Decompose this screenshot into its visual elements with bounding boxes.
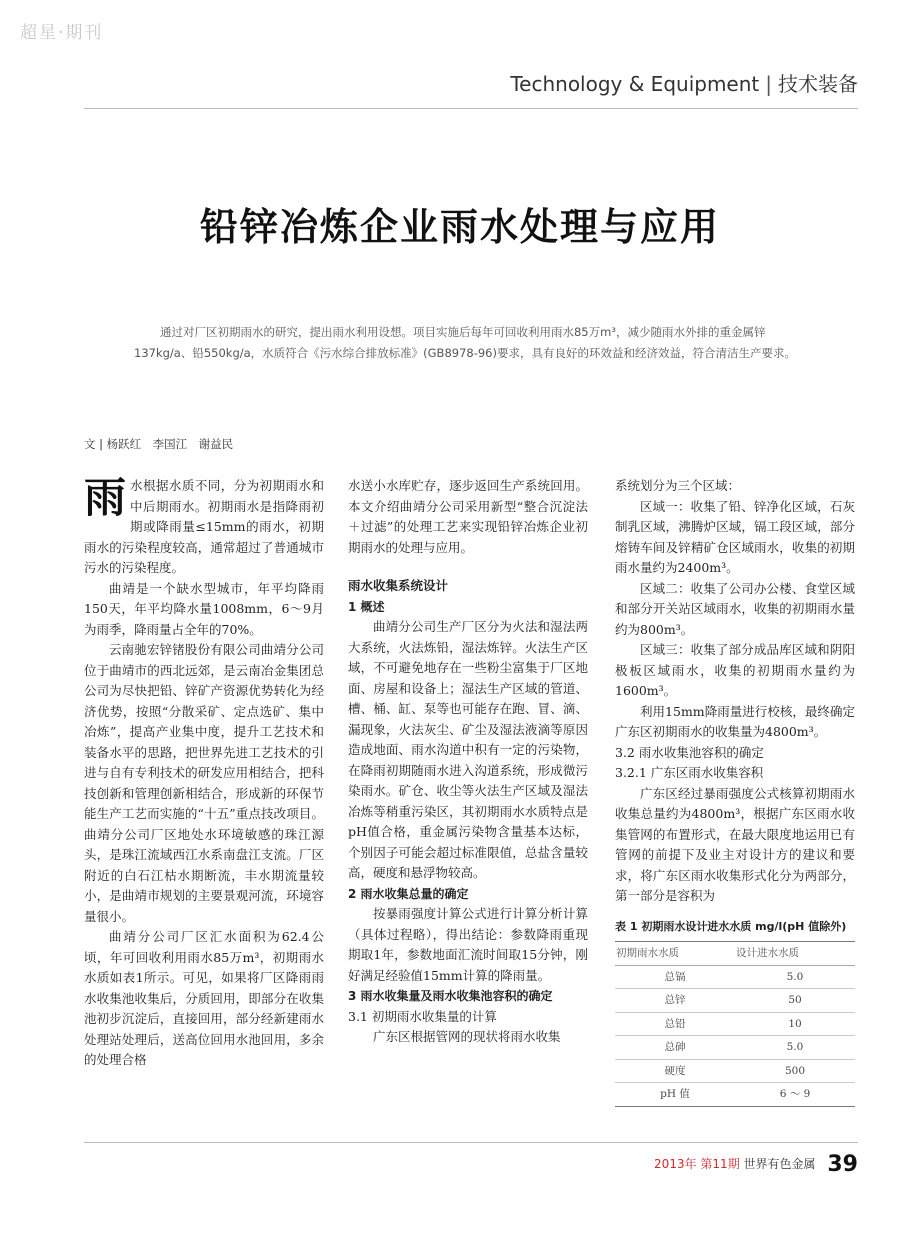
table-cell: 总铅 [615,1012,735,1036]
table-header: 设计进水水质 [735,942,855,966]
article-title: 铅锌冶炼企业雨水处理与应用 [199,204,720,249]
table-cell: 50 [735,989,855,1013]
footer-issue: 第11期 [700,1157,740,1171]
table-header-row [615,942,855,966]
table-cell: 总锌 [615,989,735,1013]
subsection-heading: 3 雨水收集量及雨水收集池容积的确定 [348,989,553,1003]
paragraph: 曲靖分公司厂区汇水面积为62.4公顷，年可回收利用雨水85万m³，初期雨水水质如表1所示。可见，如果将厂区降雨雨水收集池收集后，分质回用，即部分在收集池初步沉淀后，直接回用，部分经新建雨水处理站处理后，送高位回用水池回用，多余的处理合格 [84,929,324,1067]
paragraph: 广东区根据管网的现状将雨水收集 [373,1029,561,1044]
header-separator: | [765,72,772,96]
abstract: 通过对厂区初期雨水的研究，提出雨水利用设想。项目实施后每年可回收利用雨水85万m³，减少随雨水外排的重金属锌137kg/a、铅550kg/a，水质符合《污水综合排放标准》(GB8978-96)要求，具有良好的环效益和经济效益，符合清洁生产要求。 [134,325,796,360]
paragraph-text: 水根据水质不同，分为初期雨水和中后期雨水。初期雨水是指降雨初期或降雨量≤15mm的雨水，初期雨水的污染程度较高，通常超过了普通城市污水的污染程度。 [84,478,324,575]
table-cell: 硬度 [615,1059,735,1083]
footer-journal: 世界有色金属 [743,1157,816,1171]
section-header-en: Technology & Equipment [510,72,760,96]
section-header [510,68,858,97]
table-cell: pH 值 [615,1083,735,1107]
table-cell: 5.0 [735,1036,855,1060]
table-cell: 500 [735,1059,855,1083]
section-header-cn: 技术装备 [778,72,858,96]
column-3 [615,476,855,1107]
table-cell: 6 ～ 9 [735,1083,855,1107]
table-row [615,1059,855,1083]
table-cell: 10 [735,1012,855,1036]
paragraph: 广东区经过暴雨强度公式核算初期雨水收集总量约为4800m³，根据广东区雨水收集管网的布置形式，在最大限度地运用已有管网的前提下及业主对设计方的建议和要求，将广东区雨水收集形式化分为两部分，第一部分是容积为 [615,785,855,903]
paragraph: 按暴雨强度计算公式进行计算分析计算（具体过程略），得出结论：参数降雨重现期取1年，参数地面汇流时间取15分钟，刚好满足经验值15mm计算的降雨量。 [348,906,588,983]
table-row [615,989,855,1013]
paragraph [84,473,324,579]
table-cell: 总砷 [615,1036,735,1060]
table-row [615,1083,855,1107]
page-number: 39 [827,1152,858,1177]
table-row [615,965,855,989]
table-cell: 5.0 [735,965,855,989]
subsection-heading: 1 概述 [348,599,385,614]
footer-rule [84,1142,858,1143]
footer-year: 2013年 [654,1157,697,1171]
table-row [615,1012,855,1036]
paragraph: 水送小水库贮存，逐步返回生产系统回用。本文介绍曲靖分公司采用新型“整合沉淀法＋过滤”的处理工艺来实现铅锌冶炼企业初期雨水的处理与应用。 [348,478,588,555]
paragraph: 曲靖分公司生产厂区分为火法和湿法两大系统，火法炼铅，湿法炼锌。火法生产区域，不可避免地存在一些粉尘富集于厂区地面、房屋和设备上；湿法生产区域的管道、槽、桶、缸、泵等也可能存在跑、冒、滴、漏现象，火法灰尘、矿尘及湿法液滴等原因造成地面、雨水沟道中积有一定的污染物，在降雨初期随雨水进入沟道系统，形成微污染雨水。矿仓、收尘等火法生产区域及湿法冶炼等稍重污染区，其初期雨水水质特点是pH值合格，重金属污染物含量基本达标，个别因子可能会超过标准限值，总盐含量较高，硬度和悬浮物较高。 [348,619,588,880]
paragraph: 区域二：收集了公司办公楼、食堂区域和部分开关站区域雨水，收集的初期雨水量约为800m³。 [615,580,855,637]
table-cell: 总镉 [615,965,735,989]
author-line: 文 | 杨跃红 李国江 谢益民 [84,437,234,451]
subsubsection-heading: 3.2.1 广东区雨水收集容积 [615,765,764,780]
paragraph: 区域三：收集了部分成品库区域和阴阳极板区域雨水，收集的初期雨水量约为1600m³。 [615,642,855,698]
water-quality-table [615,941,855,1107]
subsubsection-heading: 3.1 初期雨水收集量的计算 [348,1008,497,1024]
column-2 [348,476,588,1048]
paragraph: 区域一：收集了铅、锌净化区域，石灰制乳区域，沸腾炉区域，镉工段区域，部分熔铸车间及锌精矿仓区域雨水，收集的初期雨水量约为2400m³。 [615,498,855,575]
table-row [615,1036,855,1060]
drop-cap: 雨 [84,473,127,522]
paragraph: 系统划分为三个区域： [615,478,741,493]
subsection-heading: 2 雨水收集总量的确定 [348,886,469,901]
paragraph: 曲靖是一个缺水型城市，年平均降雨150天，年平均降水量1008mm，6～9月为雨季，降雨量占全年的70%。 [84,580,324,637]
table-caption: 表 1 初期雨水设计进水水质 mg/l(pH 值除外) [615,919,847,933]
watermark: 超星·期刊 [20,23,104,43]
section-heading: 雨水收集系统设计 [348,578,449,593]
subsubsection-heading: 3.2 雨水收集池容积的确定 [615,744,764,760]
table-header: 初期雨水水质 [615,942,735,966]
paragraph: 云南驰宏锌锗股份有限公司曲靖分公司位于曲靖市的西北远郊，是云南冶金集团总公司为尽快把铅、锌矿产资源优势转化为经济优势，按照“分散采矿、定点选矿、集中冶炼”，提高产业集中度，提升工艺技术和装备水平的思路，把世界先进工艺技术的引进与自有专利技术的研发应用相结合，把科技创新和管理创新相结合，形成新的环保节能生产工艺而实施的“十五”重点技改项目。曲靖分公司厂区地处水环境敏感的珠江源头，是珠江流域西江水系南盘江支流。厂区附近的白石江枯水期断流，丰水期流量较小，是曲靖市规划的主要景观河流，环境容量很小。 [84,642,324,924]
header-rule [84,108,858,109]
paragraph: 利用15mm降雨量进行校核，最终确定广东区初期雨水的收集量为4800m³。 [615,703,855,739]
page-footer [654,1152,858,1177]
column-1 [84,473,324,1071]
